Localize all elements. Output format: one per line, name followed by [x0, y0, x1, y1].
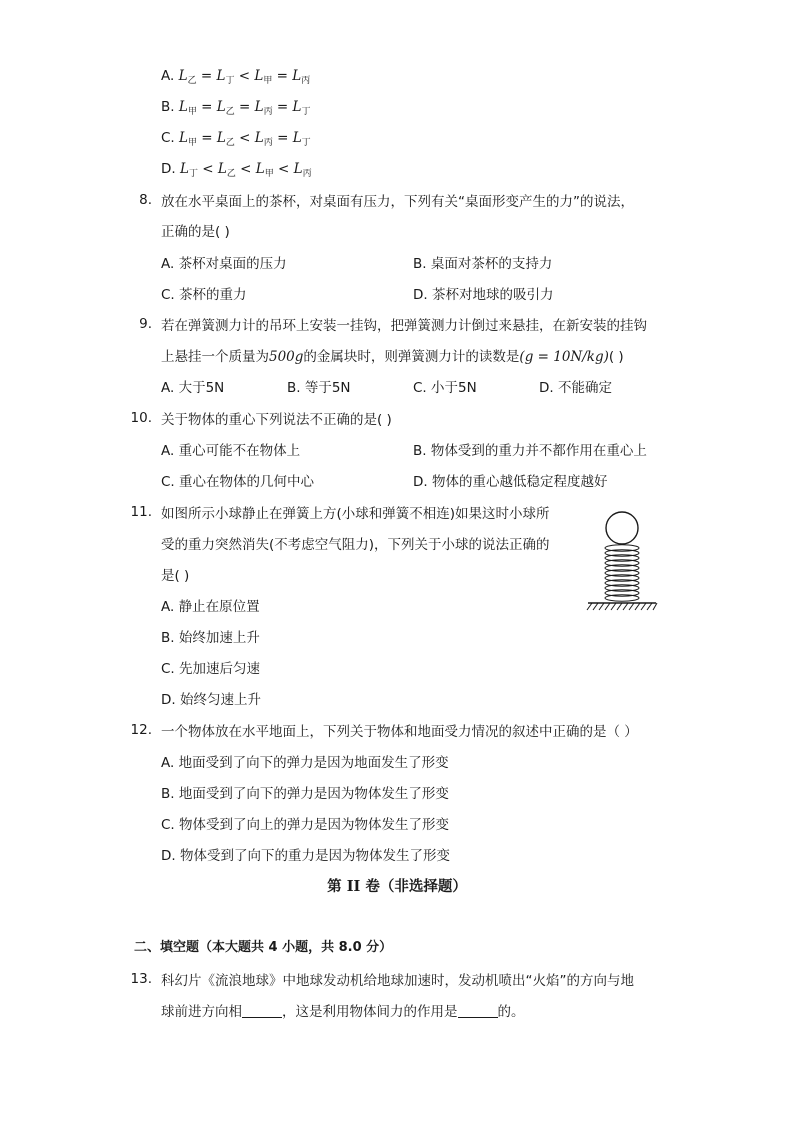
variable-subscript: 乙: [226, 169, 236, 179]
variable-subscript: 丁: [301, 138, 311, 148]
question-text: 受的重力突然消失(不考虑空气阻力)，下列关于小球的说法正确的: [161, 537, 550, 553]
gravity-formula: (g = 10N/kg): [519, 349, 609, 365]
q8-option-c: C. 茶杯的重力: [161, 287, 247, 303]
q11-option-a: A. 静止在原位置: [161, 599, 260, 615]
variable-subscript: 甲: [264, 169, 274, 179]
question-text: 若在弹簧测力计的吊环上安装一挂钩，把弹簧测力计倒过来悬挂，在新安装的挂钩: [161, 318, 647, 334]
option-label: D.: [161, 161, 180, 177]
variable-subscript: 丁: [301, 107, 311, 117]
variable-subscript: 甲: [187, 107, 197, 117]
question-text: 一个物体放在水平地面上，下列关于物体和地面受力情况的叙述中正确的是（ ）: [161, 724, 638, 740]
relation-symbol: =: [196, 99, 217, 115]
question-text: 放在水平桌面上的茶杯，对桌面有压力，下列有关“桌面形变产生的力”的说法，: [161, 194, 634, 210]
variable-subscript: 乙: [225, 138, 235, 148]
length-variable: $L_丙$: [254, 99, 273, 117]
ground-hatching: [587, 603, 657, 610]
q7-option-b: [161, 97, 311, 122]
q11-option-b: B. 始终加速上升: [161, 630, 260, 646]
q7-option-d: [161, 159, 312, 184]
length-variable: $L_甲$: [255, 161, 274, 179]
variable-subscript: 甲: [187, 138, 197, 148]
length-variable: $L_丁$: [292, 99, 311, 117]
option-label: A.: [161, 68, 179, 84]
question-text: 关于物体的重心下列说法不正确的是( ): [161, 412, 392, 428]
spring-coil: [605, 545, 639, 601]
q12-option-b: B. 地面受到了向下的弹力是因为物体发生了形变: [161, 786, 449, 802]
question-10: [0, 410, 794, 430]
question-text: 正确的是( ): [161, 224, 230, 240]
length-variable: $L_甲$: [254, 68, 273, 86]
q7-option-c: [161, 128, 311, 153]
q9-option-d: D. 不能确定: [539, 380, 612, 396]
question-9: [0, 316, 794, 336]
length-variable: $L_乙$: [216, 130, 235, 148]
question-13: [0, 971, 794, 991]
length-variable: $L_乙$: [216, 99, 235, 117]
question-text: [161, 1002, 525, 1022]
option-label: C.: [161, 130, 180, 146]
q10-option-c: C. 重心在物体的几何中心: [161, 474, 315, 490]
question-number: 8.: [139, 192, 152, 208]
text-part: ( ): [608, 349, 624, 365]
length-variable: $L_丁$: [216, 68, 235, 86]
q12-option-c: C. 物体受到了向上的弹力是因为物体发生了形变: [161, 817, 450, 833]
text-part: ，这是利用物体间力的作用是: [282, 1004, 458, 1020]
relation-symbol: <: [234, 130, 255, 146]
q9-option-b: B. 等于5N: [287, 380, 351, 396]
answer-blank[interactable]: [242, 1003, 282, 1018]
question-text: 是( ): [161, 568, 190, 584]
relation-symbol: =: [272, 130, 293, 146]
length-variable: $L_甲$: [179, 130, 197, 148]
text-part: 的金属块时，则弹簧测力计的读数是: [303, 349, 520, 365]
length-variable: $L_丁$: [179, 161, 198, 179]
variable-subscript: 丁: [188, 169, 198, 179]
ball: [606, 512, 638, 544]
q11-option-d: D. 始终匀速上升: [161, 692, 261, 708]
relation-symbol: =: [234, 99, 255, 115]
q9-option-a: A. 大于5N: [161, 380, 225, 396]
relation-symbol: <: [234, 68, 255, 84]
text-part: 上悬挂一个质量为: [161, 349, 269, 365]
length-variable: $L_丁$: [292, 130, 311, 148]
option-label: B.: [161, 99, 179, 115]
mass-value: 500g: [269, 349, 304, 365]
length-variable: $L_丙$: [293, 161, 312, 179]
variable-subscript: 丙: [263, 138, 273, 148]
relation-symbol: =: [272, 68, 293, 84]
variable-subscript: 丙: [263, 107, 273, 117]
question-11: [0, 504, 794, 524]
section-title: 第 II 卷（非选择题）: [327, 878, 467, 895]
relation-symbol: =: [272, 99, 293, 115]
length-variable: $L_丙$: [254, 130, 273, 148]
length-variable: $L_乙$: [178, 68, 197, 86]
question-number: 12.: [130, 722, 152, 738]
variable-subscript: 甲: [263, 76, 273, 86]
variable-subscript: 丁: [225, 76, 235, 86]
question-number: 9.: [139, 316, 152, 332]
q8-option-b: B. 桌面对茶杯的支持力: [413, 256, 553, 272]
question-number: 10.: [130, 410, 152, 426]
variable-subscript: 乙: [187, 76, 197, 86]
question-text: 如图所示小球静止在弹簧上方(小球和弹簧不相连)如果这时小球所: [161, 506, 550, 522]
q8-option-a: A. 茶杯对桌面的压力: [161, 256, 287, 272]
text-part: 球前进方向相: [161, 1004, 242, 1020]
length-variable: $L_甲$: [178, 99, 197, 117]
q9-option-c: C. 小于5N: [413, 380, 477, 396]
q8-option-d: D. 茶杯对地球的吸引力: [413, 287, 554, 303]
section-heading: 二、填空题（本大题共 4 小题，共 8.0 分）: [134, 940, 393, 955]
variable-subscript: 乙: [225, 107, 235, 117]
q12-option-a: A. 地面受到了向下的弹力是因为地面发生了形变: [161, 755, 449, 771]
question-number: 11.: [130, 504, 152, 520]
relation-symbol: =: [196, 68, 217, 84]
variable-subscript: 丙: [301, 76, 311, 86]
relation-symbol: <: [235, 161, 256, 177]
question-text: 科幻片《流浪地球》中地球发动机给地球加速时，发动机喷出“火焰”的方向与地: [161, 973, 634, 989]
q10-option-a: A. 重心可能不在物体上: [161, 443, 301, 459]
q10-option-d: D. 物体的重心越低稳定程度越好: [413, 474, 608, 490]
relation-symbol: =: [197, 130, 217, 146]
variable-subscript: 丙: [302, 169, 312, 179]
question-8: [0, 192, 794, 212]
question-text: [161, 347, 624, 367]
relation-symbol: <: [197, 161, 218, 177]
q10-option-b: B. 物体受到的重力并不都作用在重心上: [413, 443, 647, 459]
length-variable: $L_丙$: [292, 68, 311, 86]
q12-option-d: D. 物体受到了向下的重力是因为物体发生了形变: [161, 848, 450, 864]
relation-symbol: <: [273, 161, 294, 177]
q11-option-c: C. 先加速后匀速: [161, 661, 261, 677]
ball-on-spring-figure: [584, 506, 660, 612]
length-variable: $L_乙$: [217, 161, 236, 179]
question-number: 13.: [130, 971, 152, 987]
answer-blank[interactable]: [458, 1003, 498, 1018]
question-12: [0, 722, 794, 742]
text-part: 的。: [497, 1004, 525, 1020]
q7-option-a: [161, 66, 310, 91]
